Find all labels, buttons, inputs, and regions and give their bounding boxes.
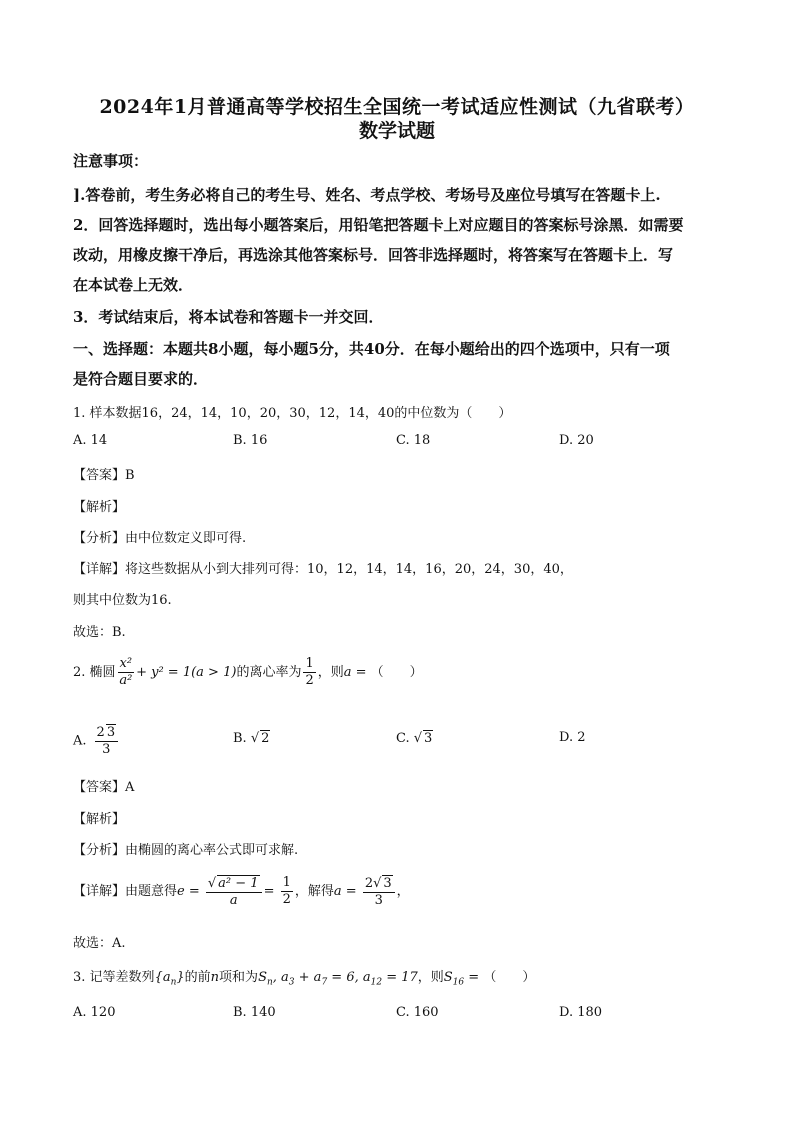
question-2-answer: 【答案】A: [73, 780, 135, 795]
exam-title: 2024年1月普通高等学校招生全国统一考试适应性测试（九省联考）: [99, 96, 695, 118]
option-c: C. 160: [396, 1005, 439, 1020]
option-a: A. 14: [73, 433, 108, 448]
x2-over-a2: $\frac{\text{x²}}{\text{a²}}$: [119, 656, 133, 688]
notice-heading: 注意事项：: [73, 152, 149, 170]
question-3-stem: 3. 记等差数列$\{a_n\}$的前n项和为$S_n$, $a_3 + a_7 = 6$, $a_{12} = 17$，则$S_{16}$ = （ ）: [73, 970, 536, 988]
question-2-analysis-tag: 【解析】: [73, 812, 126, 827]
question-1-stem: 1. 样本数据16，24，14，10，20，30，12，14，40的中位数为（ ）: [73, 406, 512, 421]
notice-item-2: 2．回答选择题时，选出每小题答案后，用铅笔把答题卡上对应题目的答案标号涂黑．如需要: [73, 216, 684, 234]
option-a: A. 120: [73, 1005, 116, 1020]
question-1-detail-2: 则其中位数为16.: [73, 593, 172, 608]
q2-suffix: （ ）: [370, 665, 423, 680]
question-2-options: [73, 718, 733, 758]
question-1-choose: 故选：B.: [73, 625, 126, 640]
option-d: D. 20: [559, 433, 594, 448]
question-1-analysis-tag: 【解析】: [73, 500, 126, 515]
question-2-detail: 【详解】由题意得e = $\frac{\text{√ a² − 1}}{a}$ = $\frac{1}{2}$ ，解得a = $\frac{2√ 3}{3}$ ，: [73, 875, 410, 908]
q2-prefix: 2. 椭圆: [73, 665, 116, 680]
notice-item-3: 3．考试结束后，将本试卷和答题卡一并交回．: [73, 308, 384, 326]
a-equals: a =: [343, 665, 371, 680]
question-2-fenxi: 【分析】由椭圆的离心率公式即可求解.: [73, 843, 299, 858]
q2-mid2: ，则: [317, 665, 344, 680]
q2-mid1: 的离心率为: [236, 665, 302, 680]
one-half: $\frac{1}{2}$: [305, 656, 314, 688]
option-c: C. √ 3: [396, 731, 433, 746]
question-1-options: [73, 433, 733, 453]
option-a: A. $\frac{2 3}{3}$: [73, 724, 120, 758]
option-c: C. 18: [396, 433, 431, 448]
question-3-options: [73, 1005, 733, 1025]
question-2-choose: 故选：A.: [73, 936, 126, 951]
option-b: B. √ 2: [233, 731, 270, 746]
option-d: D. 180: [559, 1005, 603, 1020]
notice-item-2-line3: 在本试卷上无效．: [73, 276, 194, 294]
section-heading-line2: 是符合题目要求的．: [73, 370, 209, 388]
question-1-detail: 【详解】将这些数据从小到大排列可得：10，12，14，14，16，20，24，30，40，: [73, 562, 573, 577]
notice-item-1: ].答卷前，考生务必将自己的考生号、姓名、考点学校、考场号及座位号填写在答题卡上.: [73, 186, 661, 204]
ellipse-equation-tail: + y² = 1(a > 1): [136, 665, 237, 680]
question-2-stem: [73, 656, 423, 690]
option-d: D. 2: [559, 730, 586, 745]
question-1-fenxi: 【分析】由中位数定义即可得.: [73, 531, 247, 546]
section-heading: 一、选择题：本题共8小题，每小题5分，共40分．在每小题给出的四个选项中，只有一项: [73, 340, 670, 358]
option-b: B. 140: [233, 1005, 276, 1020]
question-1-answer: 【答案】B: [73, 468, 135, 483]
option-b: B. 16: [233, 433, 268, 448]
notice-item-2-line2: 改动，用橡皮擦干净后，再选涂其他答案标号．回答非选择题时，将答案写在答题卡上．写: [73, 246, 674, 264]
exam-subtitle: 数学试题: [358, 120, 435, 142]
